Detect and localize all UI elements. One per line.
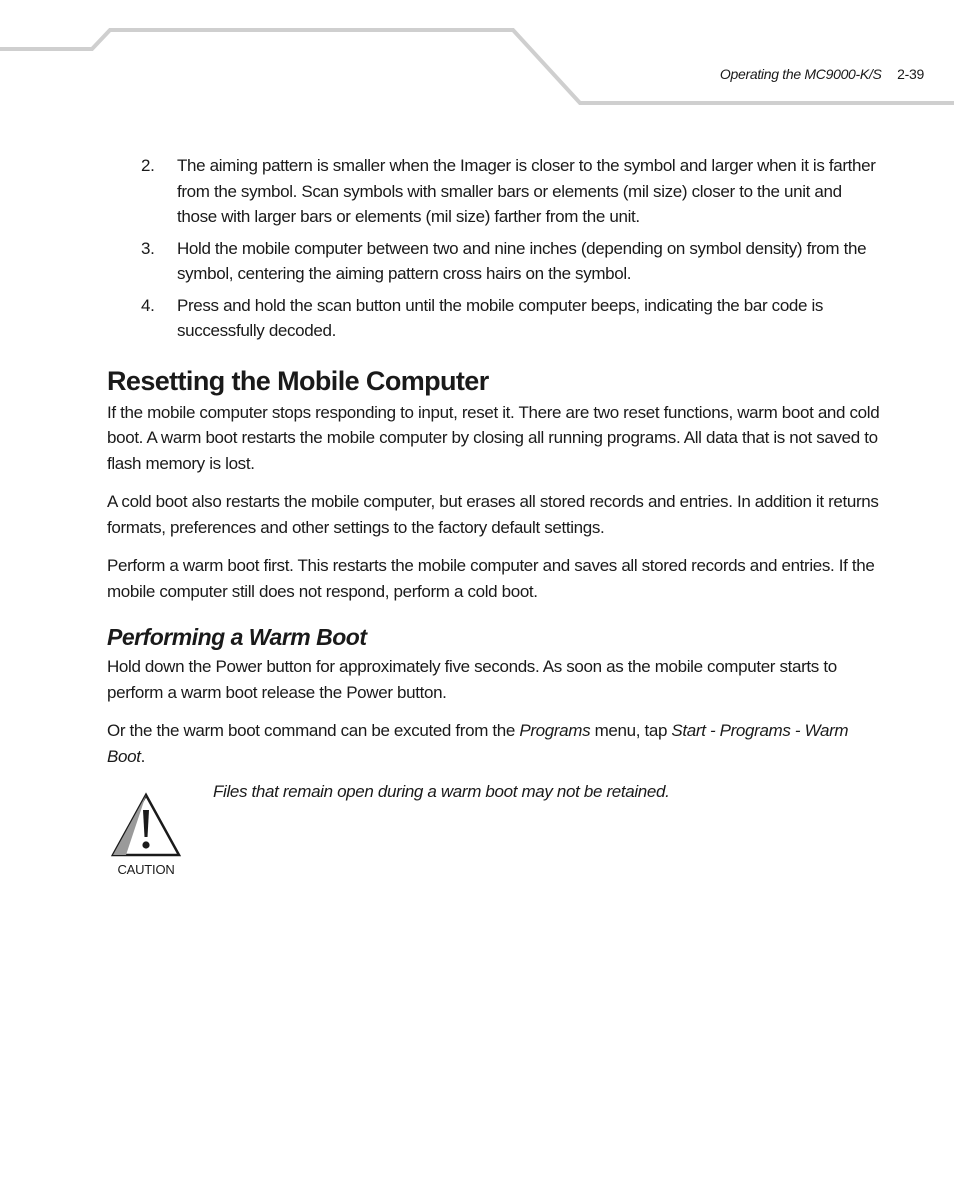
paragraph-text: . [140, 746, 145, 766]
step-number: 2. [141, 156, 155, 175]
paragraph [107, 718, 882, 769]
caution-label: CAUTION [117, 862, 175, 877]
step-number: 4. [141, 295, 155, 315]
running-head-title: Operating the MC9000-K/S [719, 66, 882, 82]
step-text: Hold the mobile computer between two and nine inches (depending on symbol density) from the symbol, centering the aiming pattern cross hairs on the symbol. [177, 238, 867, 283]
caution-text: Files that remain open during a warm boot may not be retained. [213, 782, 670, 801]
step-text: Press and hold the scan button until the mobile computer beeps, indicating the bar code is successfully decoded. [177, 295, 824, 340]
warning-triangle-icon [110, 792, 182, 858]
step-text: The aiming pattern is smaller when the Imager is closer to the symbol and larger when it is farther from the symbol. Scan symbols with smaller bars or elements (mil size) closer to the unit and those with larger bars or elements (mil size) farther from the unit. [177, 156, 876, 226]
page-number: 2-39 [897, 66, 924, 82]
paragraph: A cold boot also restarts the mobile computer, but erases all stored records and entries. In addition it returns formats, preferences and other settings to the factory default settings. [107, 492, 879, 537]
section-heading: Resetting the Mobile Computer [107, 365, 489, 396]
menu-path: Start - Programs - Warm Boot [107, 721, 849, 766]
programs-menu-name: Programs [519, 721, 591, 740]
list-item [107, 293, 882, 344]
page-content [107, 153, 882, 882]
running-head [720, 66, 924, 82]
caution-note [107, 782, 882, 882]
list-item [107, 153, 882, 230]
paragraph-text: Or the the warm boot command can be excuted from the [107, 721, 520, 740]
step-number: 3. [141, 238, 155, 258]
header-rule [0, 0, 954, 110]
paragraph: If the mobile computer stops responding to input, reset it. There are two reset functions, warm boot and cold boot. A warm boot restarts the mobile computer by closing all running programs. All data that is not saved to flash memory is lost. [107, 402, 880, 473]
paragraph: Hold down the Power button for approximately five seconds. As soon as the mobile computer starts to perform a warm boot release the Power button. [107, 657, 837, 702]
paragraph: Perform a warm boot first. This restarts the mobile computer and saves all stored records and entries. If the mobile computer still does not respond, perform a cold boot. [107, 556, 875, 601]
subsection-heading: Performing a Warm Boot [107, 624, 367, 650]
caution-block [110, 792, 182, 882]
list-item [107, 236, 882, 287]
paragraph-text: menu, tap [590, 721, 672, 740]
